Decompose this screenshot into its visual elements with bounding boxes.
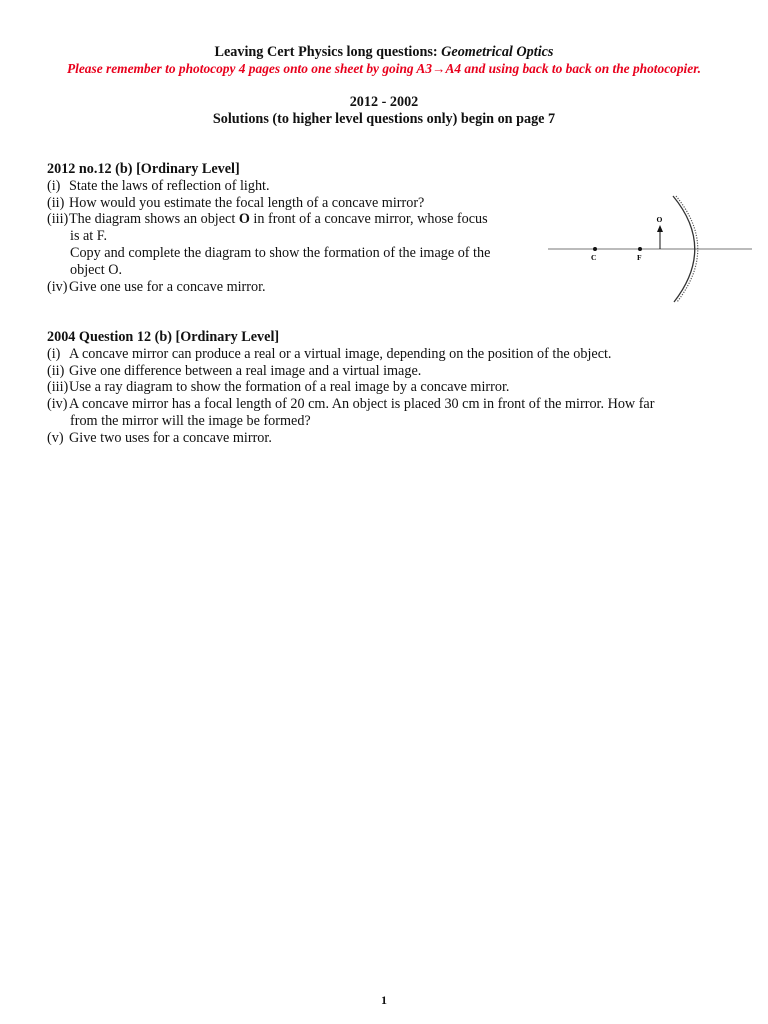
year-range: 2012 - 2002 [349, 94, 419, 110]
question-2012-item-iii-cont2: Copy and complete the diagram to show the formation of the image of the [70, 245, 491, 261]
label-f: F [637, 253, 642, 262]
label-o: O [656, 215, 663, 224]
question-2012-item-i: (i) State the laws of reflection of light. [47, 178, 270, 194]
question-2012-item-ii: (ii) How would you estimate the focal length of a concave mirror? [47, 195, 425, 211]
page-number: 1 [381, 993, 387, 1007]
question-2012-item-iii-cont3: object O. [70, 262, 123, 278]
question-2004-item-v: (v) Give two uses for a concave mirror. [47, 430, 272, 446]
question-2004-item-i: (i) A concave mirror can produce a real or a virtual image, depending on the position of the object. [47, 346, 612, 362]
object-arrow-head [657, 225, 663, 232]
point-f-dot [638, 247, 642, 251]
question-2004-item-iv-cont: from the mirror will the image be formed? [70, 413, 311, 429]
question-2004-item-iii: (iii)Use a ray diagram to show the formation of a real image by a concave mirror. [47, 379, 510, 395]
question-2004-heading: 2004 Question 12 (b) [Ordinary Level] [47, 329, 280, 345]
question-2004-item-ii: (ii) Give one difference between a real image and a virtual image. [47, 363, 422, 379]
title-prefix: Leaving Cert Physics long questions: [214, 44, 442, 60]
question-2012-item-iv: (iv) Give one use for a concave mirror. [47, 279, 266, 295]
photocopy-notice: Please remember to photocopy 4 pages onto one sheet by going A3→A4 and using back to back on the photocopier. [66, 61, 702, 76]
label-c: C [591, 253, 597, 262]
document-title [0, 44, 768, 61]
question-2012-heading: 2012 no.12 (b) [Ordinary Level] [47, 161, 240, 177]
title-topic: Geometrical Optics [441, 44, 554, 60]
question-2004-item-iv: (iv) A concave mirror has a focal length of 20 cm. An object is placed 30 cm in front of the mirror. How far [47, 396, 655, 412]
object-o-bold: O [238, 211, 250, 227]
question-2012-item-iii-cont1: is at F. [70, 228, 108, 244]
solutions-note: Solutions (to higher level questions only) begin on page 7 [212, 111, 556, 127]
concave-mirror-diagram [548, 190, 752, 305]
point-c-dot [593, 247, 597, 251]
question-2012-item-iii: (iii)The diagram shows an object O in front of a concave mirror, whose focus [47, 211, 488, 227]
